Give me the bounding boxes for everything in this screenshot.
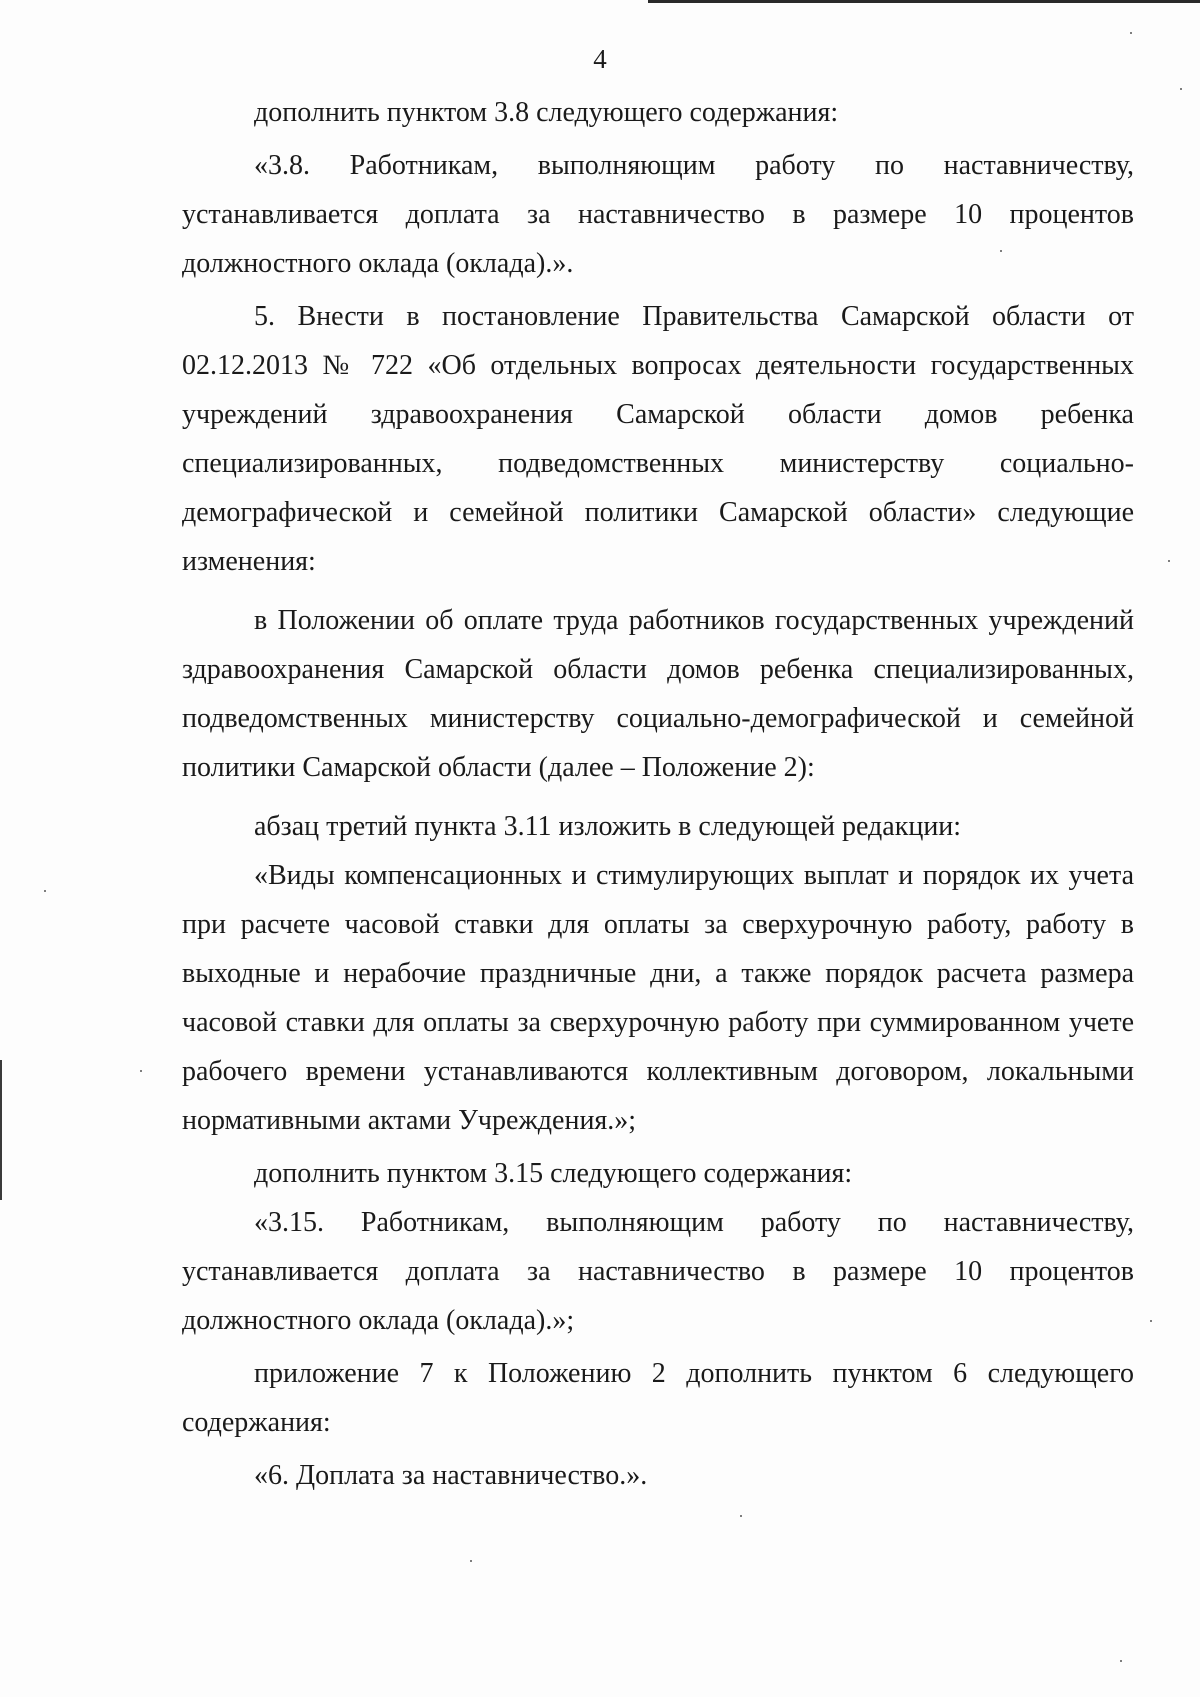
scan-speck [1180, 88, 1182, 90]
paragraph: дополнить пунктом 3.8 следующего содержания: [254, 97, 839, 128]
scan-speck [470, 1560, 472, 1562]
scan-speck [1130, 32, 1132, 34]
scan-speck [1150, 1320, 1152, 1322]
paragraph: 5. Внести в постановление Правительства Самарской области от 02.12.2013 № 722 «Об отдельных вопросах деятельности государственных учреждений здравоохранения Самарской области домов ребенка специализированных, подведомственных министерству социально-демографической и семейной политики Самарской области» следующие изменения: [182, 301, 1134, 577]
scan-edge-left [0, 1060, 2, 1200]
paragraph: «Виды компенсационных и стимулирующих выплат и порядок их учета при расчете часовой ставки для оплаты за сверхурочную работу, работу в выходные и нерабочие праздничные дни, а также порядок расчета размера часовой ставки для оплаты за сверхурочную работу при суммированном учете рабочего времени устанавливаются коллективным договором, локальными нормативными актами Учреждения.»; [182, 860, 1134, 1136]
scan-edge-top [648, 0, 1200, 3]
scan-speck [140, 1070, 142, 1072]
paragraph: «3.15. Работникам, выполняющим работу по наставничеству, устанавливается доплата за наставничество в размере 10 процентов должностного оклада (оклада).»; [182, 1207, 1134, 1336]
paragraph: абзац третий пункта 3.11 изложить в следующей редакции: [254, 811, 962, 842]
paragraph: «6. Доплата за наставничество.». [254, 1460, 648, 1491]
scan-speck [1168, 560, 1170, 562]
paragraph: «3.8. Работникам, выполняющим работу по наставничеству, устанавливается доплата за наставничество в размере 10 процентов должностного оклада (оклада).». [182, 150, 1134, 279]
paragraph: приложение 7 к Положению 2 дополнить пунктом 6 следующего содержания: [182, 1358, 1134, 1438]
page-number: 4 [593, 44, 607, 74]
paragraph: в Положении об оплате труда работников государственных учреждений здравоохранения Самарской области домов ребенка специализированных, подведомственных министерству социально-демографической и семейной политики Самарской области (далее – Положение 2): [182, 605, 1134, 783]
scan-speck [1120, 1660, 1122, 1662]
paragraph: дополнить пунктом 3.15 следующего содержания: [254, 1158, 853, 1189]
scan-speck [1000, 250, 1002, 252]
scan-speck [44, 890, 46, 892]
document-body [182, 88, 1134, 1500]
scan-speck [740, 1515, 742, 1517]
